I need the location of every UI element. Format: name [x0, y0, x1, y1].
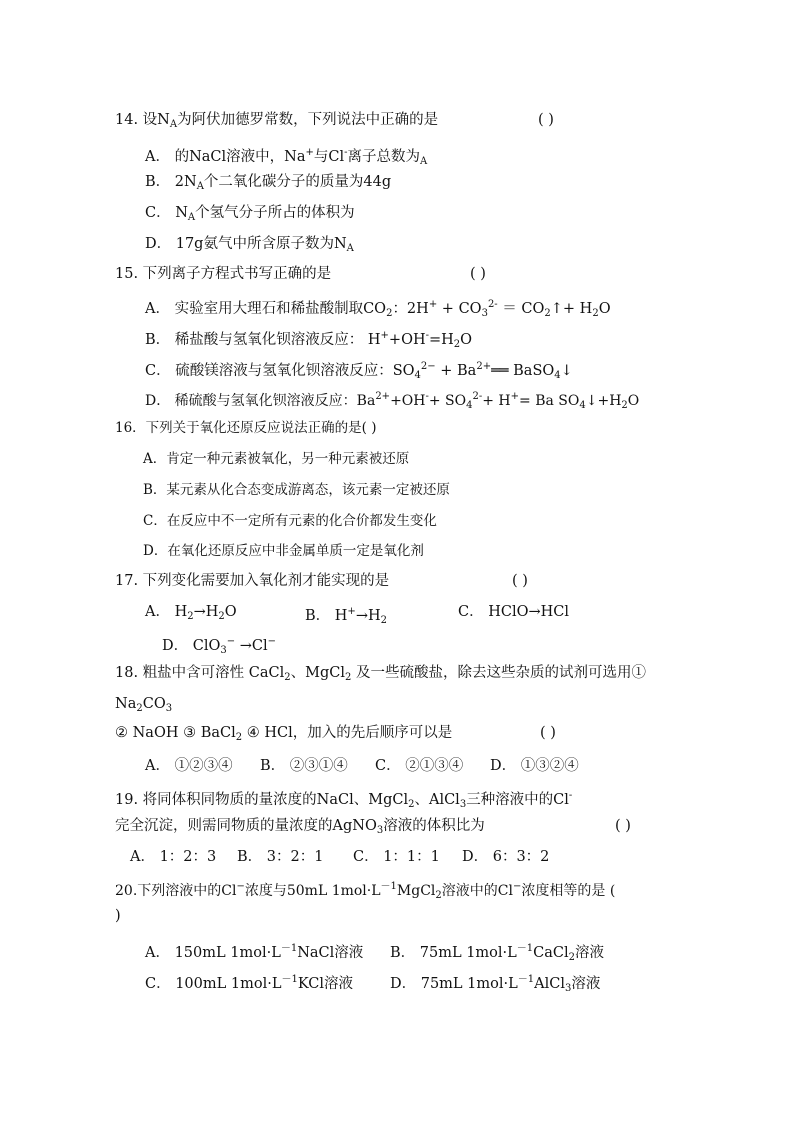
q19-option-d: D． 6：3：2: [462, 849, 550, 865]
q20-option-c: C． 100mL $1mol\cdot L^{-1}KCl$溶液: [145, 974, 354, 992]
q16-option-a: A．肯定一种元素被氧化，另一种元素被还原: [143, 451, 410, 467]
q19-stem-line1: 19. 将同体积同物质的量浓度的NaCl、MgCl$_2$、AlCl$_3$三种溶液中的Cl-: [115, 790, 573, 810]
q15-option-d: D． 稀硫酸与氢氧化钡溶液反应：$Ba^{2+}+OH^-+ SO_4^{2-}+ H^+= Ba$ $SO_4↓+H_2O$: [145, 391, 640, 411]
q15-option-c: C． 硫酸镁溶液与氢氧化钡溶液反应：$SO_4^{2-}$ + $Ba^{2+}══$ BaSO$_4$↓: [145, 361, 573, 381]
q14-answer-paren: ( ): [538, 112, 554, 128]
q16-option-b: B．某元素从化合态变成游离态，该元素一定被还原: [143, 482, 450, 498]
q20-option-b: B． 75mL $1mol\cdot L^{-1}CaCl_2$溶液: [390, 943, 605, 963]
q17-option-d: D． ClO$_3$− →Cl−: [162, 636, 277, 656]
q18-option-b: B． ②③①④: [260, 758, 348, 774]
q16-option-c: C．在反应中不一定所有元素的化合价都发生变化: [143, 513, 437, 529]
q18-option-d: D． ①③②④: [490, 758, 579, 774]
q16-stem: 16．下列关于氧化还原反应说法正确的是( ): [115, 420, 377, 436]
q14-stem: 14. 设$N_A$为阿伏加德罗常数，下列说法中正确的是: [115, 112, 439, 130]
q15-answer-paren: ( ): [470, 266, 486, 282]
q17-option-a: A． $H_2\to H_2O$: [145, 604, 237, 622]
q14-option-c: C． $N_A$个氢气分子所占的体积为: [145, 205, 355, 223]
q20-option-a: A． 150mL $1mol\cdot L^{-1}NaCl$溶液: [145, 943, 364, 961]
q15-option-a: A． 实验室用大理石和稀盐酸制取$CO_2$：$2H^+ + CO_3^{2-}$ ＝ $CO_2↑+ H_2O$: [145, 299, 611, 319]
q18-answer-paren: ( ): [540, 725, 556, 741]
q15-stem: 15. 下列离子方程式书写正确的是: [115, 266, 332, 282]
q17-answer-paren: ( ): [512, 573, 528, 589]
q18-option-a: A． ①②③④: [145, 758, 233, 774]
q15-option-b: B． 稀盐酸与氢氧化钡溶液反应： $H^++OH^-=H_2O$: [145, 330, 473, 350]
q17-option-b: B． $H^+\to H_2$: [305, 606, 387, 626]
q19-stem-line2: 完全沉淀，则需同物质的量浓度的AgNO$_3$溶液的体积比为: [115, 818, 485, 836]
q17-option-c: C． HClO→HCl: [458, 604, 569, 620]
q18-stem-line3: ② NaOH ③ BaCl$_2$ ④ HCl，加入的先后顺序可以是: [115, 725, 453, 743]
q19-option-b: B． 3：2：1: [237, 849, 324, 865]
q16-option-d: D．在氧化还原反应中非金属单质一定是氧化剂: [143, 543, 424, 559]
q14-option-b: B． $2N_A$个二氧化碳分子的质量为44g: [145, 174, 392, 192]
q17-stem: 17. 下列变化需要加入氧化剂才能实现的是: [115, 573, 390, 589]
q20-stem-line2: ): [115, 908, 121, 924]
q14-option-a: A． 的NaCl溶液中，Na+与Cl-离子总数为$_A$: [145, 147, 428, 167]
q19-option-c: C． 1：1：1: [353, 849, 440, 865]
q14-option-d: D． 17g氨气中所含原子数为$N_A$: [145, 236, 354, 254]
q18-stem-line2: $Na_2CO_3$: [115, 696, 173, 714]
q20-stem: 20.下列溶液中的Cl−浓度与50mL $1mol\cdot L^{-1}MgCl_2$溶液中的Cl−浓度相等的是 (: [115, 881, 616, 901]
q18-stem-line1: 18. 粗盐中含可溶性 CaCl$_2$、MgCl$_2$ 及一些硫酸盐，除去这些杂质的试剂可选用①: [115, 665, 646, 683]
q18-option-c: C． ②①③④: [375, 758, 464, 774]
q19-answer-paren: ( ): [615, 818, 631, 834]
q20-option-d: D． 75mL $1mol\cdot L^{-1}AlCl_3$溶液: [390, 974, 601, 994]
q19-option-a: A． 1：2：3: [130, 849, 217, 865]
